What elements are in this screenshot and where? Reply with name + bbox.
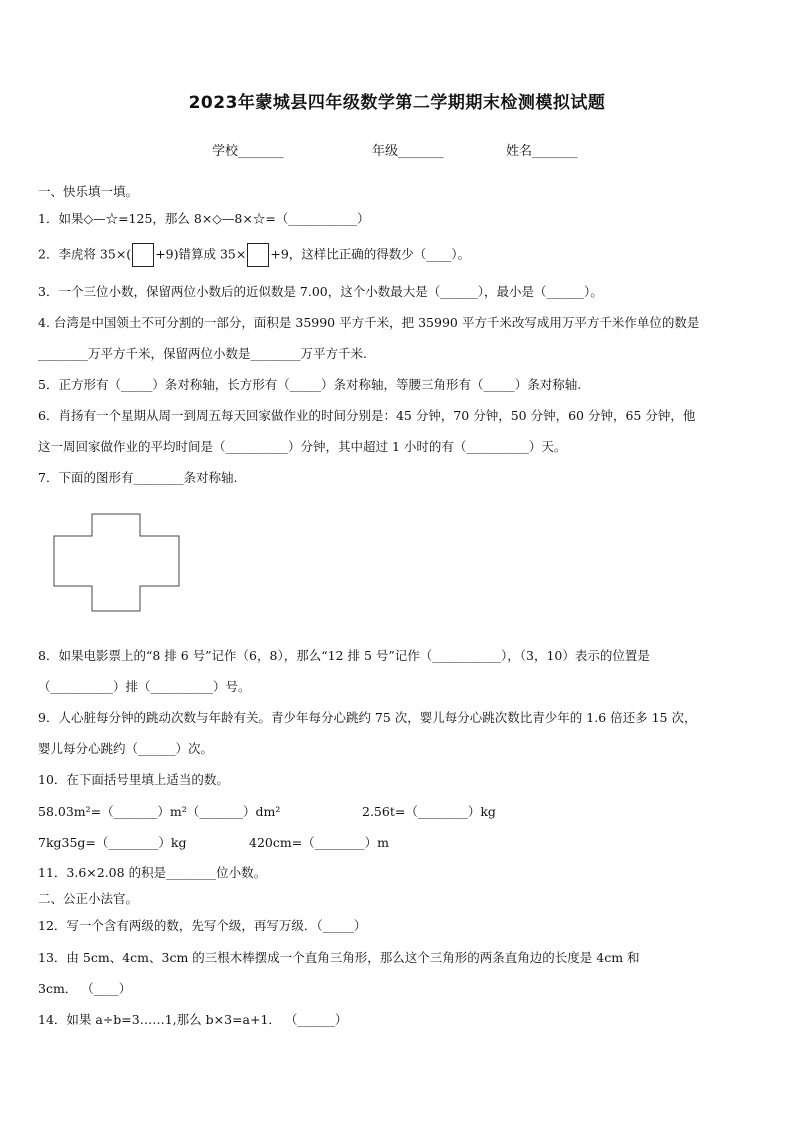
question-2-part-b: +9)错算成 35× bbox=[155, 246, 247, 262]
question-11: 11．3.6×2.08 的积是________位小数。 bbox=[38, 865, 267, 880]
grade-field: 年级_______ bbox=[372, 144, 444, 159]
question-8-line-1: 8．如果电影票上的“8 排 6 号”记作（6，8），那么“12 排 5 号”记作（___________），（3，10）表示的位置是 bbox=[38, 648, 650, 663]
question-2-part-a: 2．李虎将 35×( bbox=[38, 246, 132, 262]
question-6-line-2: 这一周回家做作业的平均时间是（__________）分钟，其中超过 1 小时的有（__________）天。 bbox=[38, 439, 567, 454]
blank-box bbox=[132, 243, 154, 267]
question-5: 5．正方形有（_____）条对称轴，长方形有（_____）条对称轴，等腰三角形有（_____）条对称轴. bbox=[38, 377, 582, 392]
section-heading-1: 一、快乐填一填。 bbox=[38, 184, 139, 199]
question-1: 1．如果◇—☆=125，那么 8×◇—8×☆=（___________） bbox=[38, 211, 370, 226]
question-3: 3．一个三位小数，保留两位小数后的近似数是 7.00，这个小数最大是（______），最小是（______）。 bbox=[38, 284, 603, 299]
school-field: 学校_______ bbox=[212, 144, 284, 159]
question-12: 12．写一个含有两级的数，先写个级，再写万级．（_____） bbox=[38, 918, 367, 933]
blank-box bbox=[247, 243, 269, 267]
question-10-d: 420cm=（________）m bbox=[249, 835, 390, 850]
question-2-part-c: +9，这样比正确的得数少（____）。 bbox=[270, 246, 471, 262]
section-heading-2: 二、公正小法官。 bbox=[38, 891, 139, 906]
question-6-line-1: 6．肖扬有一个星期从周一到周五每天回家做作业的时间分别是：45 分钟，70 分钟，50 分钟，60 分钟，65 分钟，他 bbox=[38, 408, 696, 423]
question-10-b: 2.56t=（________）kg bbox=[362, 804, 496, 819]
question-14: 14．如果 a÷b=3……1,那么 b×3=a+1． （______） bbox=[38, 1012, 348, 1027]
question-8-line-2: （__________）排（__________）号。 bbox=[38, 679, 251, 694]
question-9-line-1: 9．人心脏每分钟的跳动次数与年龄有关。青少年每分心跳约 75 次，婴儿每分心跳次数比青少年的 1.6 倍还多 15 次， bbox=[38, 710, 697, 725]
question-13-line-1: 13．由 5cm、4cm、3cm 的三根木棒摆成一个直角三角形，那么这个三角形的两条直角边的长度是 4cm 和 bbox=[38, 950, 640, 965]
question-9-line-2: 婴儿每分心跳约（______）次。 bbox=[38, 741, 214, 756]
question-10-a: 58.03m²=（_______）m²（_______）dm² bbox=[38, 804, 281, 819]
question-4-line-1: 4. 台湾是中国领土不可分割的一部分，面积是 35990 平方千米，把 35990 平方千米改写成用万平方千米作单位的数是 bbox=[38, 315, 700, 330]
question-4-line-2: ________万平方千米，保留两位小数是________万平方千米. bbox=[38, 346, 367, 361]
question-7: 7．下面的图形有________条对称轴. bbox=[38, 470, 238, 485]
question-10-c: 7kg35g=（________）kg bbox=[38, 835, 187, 850]
cross-shape-figure bbox=[50, 510, 184, 616]
question-13-line-2: 3cm． （____） bbox=[38, 981, 132, 996]
page-title: 2023年蒙城县四年级数学第二学期期末检测模拟试题 bbox=[188, 93, 606, 113]
name-field: 姓名_______ bbox=[506, 144, 578, 159]
question-2 bbox=[38, 243, 470, 267]
question-10-intro: 10．在下面括号里填上适当的数。 bbox=[38, 772, 229, 787]
